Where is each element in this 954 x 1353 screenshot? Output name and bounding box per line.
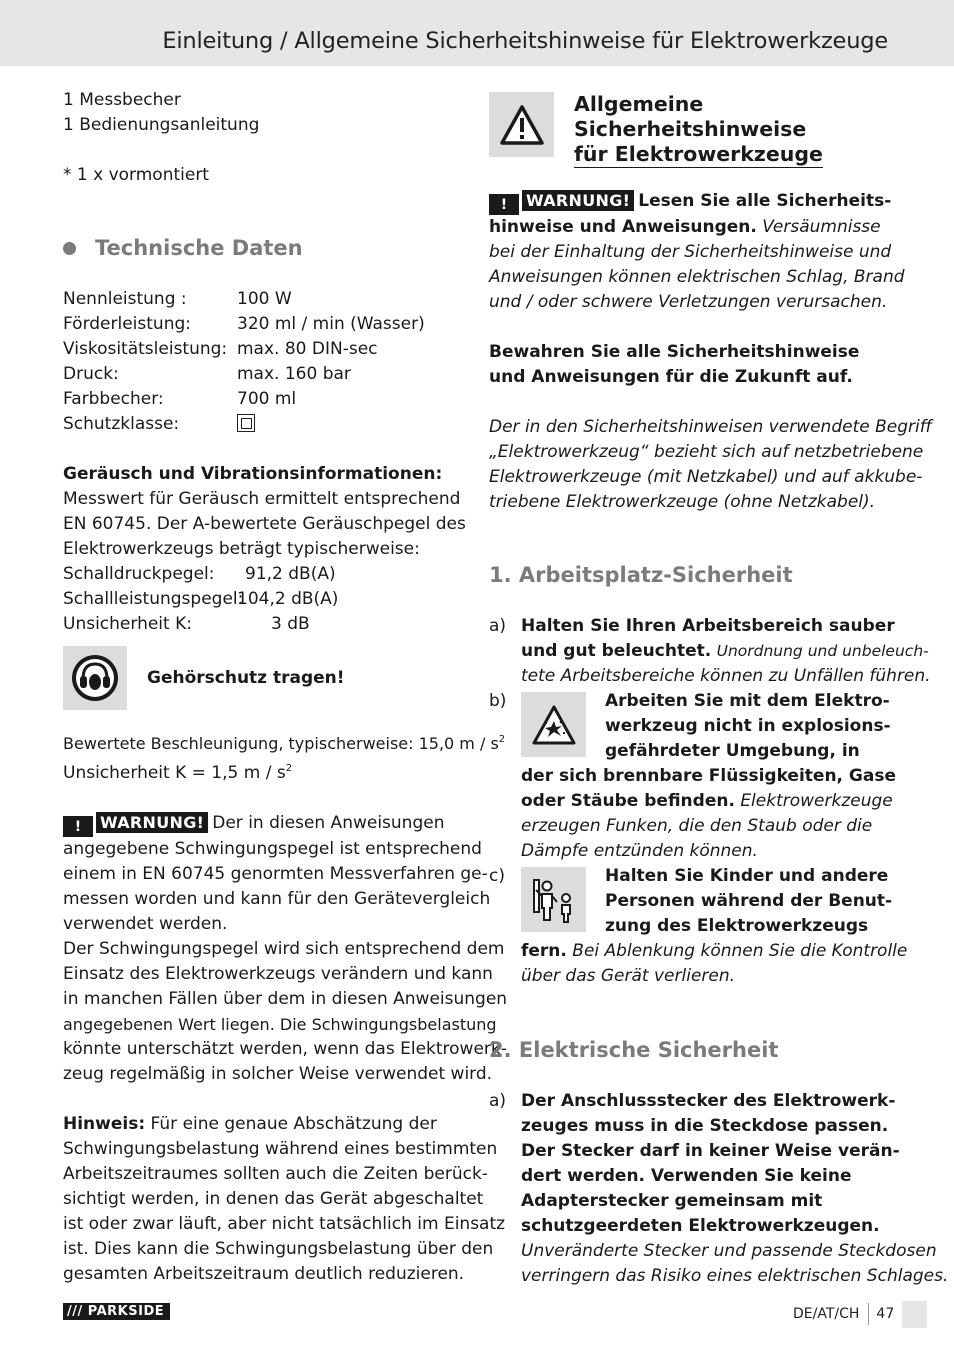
protection-class-icon: [237, 414, 255, 432]
section-title-workplace: 1. Arbeitsplatz-Sicherheit: [489, 563, 793, 587]
locale-label: DE/AT/CH: [793, 1306, 860, 1322]
ear-protection-notice: [63, 646, 461, 710]
spec-row: Schutzklasse:: [63, 412, 461, 437]
page-header: [0, 0, 954, 66]
warning-sign-icon: [489, 92, 554, 157]
page-number: 47: [876, 1306, 895, 1322]
hint-paragraph: Hinweis: Für eine genaue Abschätzung der: [63, 1114, 437, 1134]
tech-title-text: Technische Daten: [95, 236, 303, 260]
warning-triangle-icon: !: [489, 194, 519, 215]
header-title: Einleitung / Allgemeine Sicherheitshinweise für Elektrowerkzeuge: [162, 28, 888, 54]
noise-row: Schallleistungspegel: 104,2 dB(A): [63, 589, 339, 609]
warning-label: WARNUNG!: [522, 190, 634, 211]
workplace-item-a: a) Halten Sie Ihren Arbeitsbereich sauber und gut beleuchtet. Unordnung und unbeleuch- tete Arbeitsbereiche können zu Unfällen führen.: [489, 616, 931, 686]
spec-row: Farbbecher: 700 ml: [63, 389, 297, 409]
spec-row: Druck: max. 160 bar: [63, 364, 351, 384]
parkside-logo: /// PARKSIDE: [63, 1303, 170, 1320]
workplace-item-c: c) Halten Sie Kinder und andere Personen während der Benut- zung des Elektrowerkzeugs fern. Bei Ablenkung können Sie die Kontrolle über das Gerät verlieren.: [489, 866, 908, 986]
noise-row: Schalldruckpegel: 91,2 dB(A): [63, 564, 336, 584]
spec-row: Nennleistung : 100 W: [63, 289, 292, 309]
warning-paragraph: ! WARNUNG! Der in diesen Anweisungen: [63, 811, 461, 837]
warning-triangle-icon: !: [63, 816, 93, 837]
electrical-item-a: a) Der Anschlussstecker des Elektrowerk- zeuges muss in die Steckdose passen. Der Stecker darf in keiner Weise verän- dert werden. Verwenden Sie keine Adapterstecker gemeinsam mit schutzgeerdeten Elektrowerkzeugen. Unveränderte Stecker und passende Steckdosen verringern das Risiko eines elektrischen Schlages.: [489, 1091, 949, 1286]
keep-instructions: Bewahren Sie alle Sicherheitshinweise: [489, 342, 860, 362]
page-info: [793, 1303, 894, 1325]
scope-item: 1 Bedienungsanleitung: [63, 115, 260, 135]
noise-title: Geräusch und Vibrationsinformationen:: [63, 464, 443, 484]
term-definition: Der in den Sicherheitshinweisen verwendete Begriff: [489, 417, 933, 437]
safety-title: Allgemeine Sicherheitshinweise für Elektrowerkzeuge: [574, 92, 823, 166]
spec-row: Förderleistung: 320 ml / min (Wasser): [63, 314, 425, 334]
section-title-tech: [63, 236, 461, 261]
right-column: Allgemeine Sicherheitshinweise für Elektrowerkzeuge ! WARNUNG! Lesen Sie alle Sicherheits- hinweise und Anweisungen. Versäumnisse bei der Einhaltung der Sicherheitshinweise und Anweisungen können elektrischen Schlag, Brand und / oder schwere Verletzungen verursachen. Bewahren Sie alle Sicherheitshinweise und Anweisungen für die Zukunft auf. Der in den Sicherheitshinweisen verwendete Begriff „Elektrowerkzeug“ bezieht sich auf netzbetriebene Elektrowerkzeuge (mit Netzkabel) und auf akkube- triebene Elektrowerkzeuge (ohne Netzkabel). 1. Arbeitsplatz-Sicherheit a) Halten Sie Ihren Arbeitsbereich sauber und gut beleuchtet. Unordnung und unbeleuch- tete Arbeitsbereiche können zu Unfällen führen. b) Arbeiten Sie mit dem Elektro- werkzeug nicht in explosions- gefährdeter Umgebung, in der sich brennbare Flüssigkeiten, Gase oder Stäube befinden. Elektrowerkzeuge erzeugen Funken, die den Staub oder die Dämpfe entzünden können. c) Halten Sie Kinder und andere Personen während der Benut- zung des Elektrowerkzeugs fern. Bei Ablenkung können Sie die Kontrolle über das Gerät verlieren. 2. Elektrische Sicherheit a) Der Anschlussstecker des Elektrowerk- zeuges muss in die Steckdose passen. Der Stecker darf in keiner Weise verän- dert werden. Verwenden Sie keine Adapterstecker gemeinsam mit schutzgeerdeten Elektrowerkzeugen. Unveränderte Stecker und passende Steckdosen verringern das Risiko eines elektrischen Schlages.: [489, 92, 889, 1289]
workplace-item-b: b) Arbeiten Sie mit dem Elektro- werkzeug nicht in explosions- gefährdeter Umgebung, in der sich brennbare Flüssigkeiten, Gase oder Stäube befinden. Elektrowerkzeuge erzeugen Funken, die den Staub oder die Dämpfe entzünden können.: [489, 691, 896, 861]
bullet-icon: [63, 242, 76, 255]
left-column: 1 Messbecher 1 Bedienungsanleitung * 1 x vormontiert Technische Daten Nennleistung : 100 W Förderleistung: 320 ml / min (Wasser) Viskositätsleistung: max. 80 DIN-sec Druck: max. 160 bar Farbbecher: 700 ml Schutzklasse: Geräusch und Vibrationsinformationen: Messwert für Geräusch ermittelt entsprechend EN 60745. Der A-bewertete Geräuschpegel des Elektrowerkzeugs beträgt typischerweise: Schalldruckpegel: 91,2 dB(A) Schallleistungspegel: 104,2 dB(A) Unsicherheit K: 3 dB Gehörschutz tragen! Bewertete Beschleunigung, typischerweise: 15,0 m / $s^2$ Unsicherheit K = 1,5 m / $s^2$ ! WARNUNG! Der in diesen Anweisungen angegebene Schwingungspegel ist entsprechend einem in EN 60745 genormten Messverfahren ge- messen worden und kann für den Gerätevergleich verwendet werden. Der Schwingungspegel wird sich entsprechend dem Einsatz des Elektrowerkzeugs verändern und kann in manchen Fällen über dem in diesen Anweisungen angegebenen Wert liegen. Die Schwingungsbelastung könnte unterschätzt werden, wenn das Elektrowerk- zeug regelmäßig in solcher Weise verwendet wird. Hinweis: Für eine genaue Abschätzung der Schwingungsbelastung während eines bestimmten Arbeitszeitraumes sollten auch die Zeiten berück- sichtigt werden, in denen das Gerät abgeschaltet ist oder zwar läuft, aber nicht tatsächlich im Einsatz ist. Dies kann die Schwingungsbelastung über den gesamten Arbeitszeitraum deutlich reduzieren.: [63, 90, 508, 1284]
safety-heading: [489, 92, 889, 168]
noise-row: Unsicherheit K: 3 dB: [63, 614, 310, 634]
vibration-line: Bewertete Beschleunigung, typischerweise: 15,0 m / $s^2$: [63, 734, 506, 753]
footnote: * 1 x vormontiert: [63, 165, 209, 185]
keep-children-away-icon: [521, 867, 586, 932]
spec-row: Viskositätsleistung: max. 80 DIN-sec: [63, 339, 378, 359]
page-tab: [902, 1301, 927, 1328]
vibration-line: Unsicherheit K = 1,5 m / $s^2$: [63, 763, 293, 783]
scope-item: 1 Messbecher: [63, 90, 181, 110]
ear-protection-label: Gehörschutz tragen!: [147, 667, 345, 688]
ear-protection-icon: [63, 646, 127, 710]
section-title-electrical: 2. Elektrische Sicherheit: [489, 1038, 779, 1062]
general-warning: ! WARNUNG! Lesen Sie alle Sicherheits-: [489, 189, 889, 215]
explosion-hazard-icon: [521, 692, 586, 757]
warning-label: WARNUNG!: [96, 812, 208, 833]
